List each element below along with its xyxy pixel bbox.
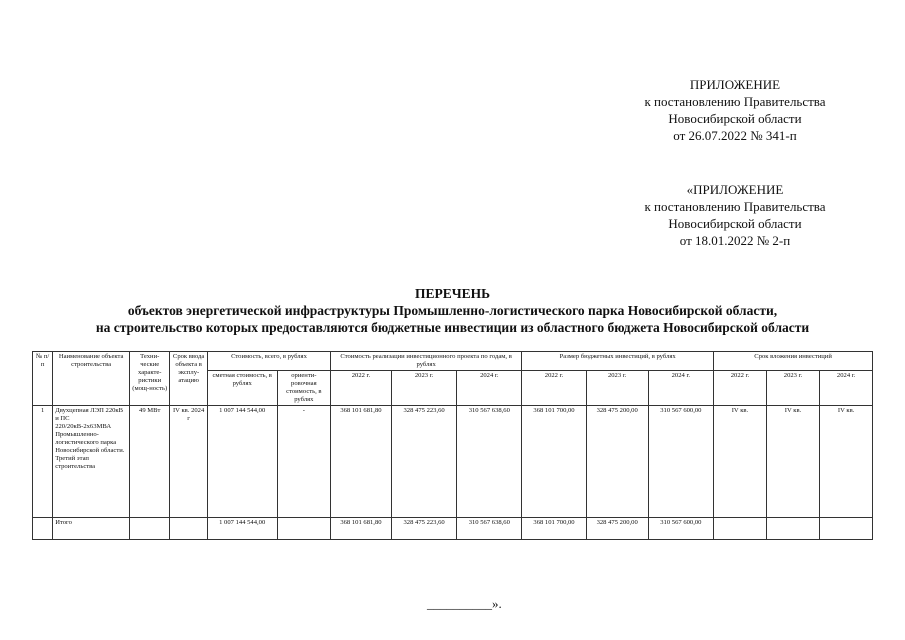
row-tech: 49 МВт — [130, 406, 170, 518]
approval-current-line3: Новосибирской области — [668, 111, 802, 126]
total-term-cell — [170, 518, 207, 540]
header-year: 2023 г. — [766, 371, 820, 406]
document-title — [0, 285, 905, 336]
header-term: Срок ввода объекта в эксплу-атацию — [170, 352, 207, 406]
row-budget-2022: 368 101 700,00 — [522, 406, 587, 518]
total-budget-2024: 310 567 600,00 — [648, 518, 714, 540]
investment-table — [32, 351, 873, 540]
table-row — [33, 406, 873, 518]
total-cost-estimate: 1 007 144 544,00 — [207, 518, 277, 540]
title-line1: ПЕРЕЧЕНЬ — [414, 286, 491, 301]
header-realization: Стоимость реализации инвестиционного проекта по годам, в рублях — [331, 352, 522, 371]
header-year: 2023 г. — [391, 371, 457, 406]
total-realization-2024: 310 567 638,60 — [457, 518, 522, 540]
approval-original-block — [600, 181, 870, 249]
header-cost-estimate: сметная стоимость, в рублях — [207, 371, 277, 406]
approval-original-line4: от 18.01.2022 № 2-п — [679, 233, 791, 248]
row-budget-2023: 328 475 200,00 — [586, 406, 648, 518]
row-num: 1 — [33, 406, 53, 518]
total-label: Итого — [53, 518, 130, 540]
approval-original-line3: Новосибирской области — [668, 216, 802, 231]
approval-current-line4: от 26.07.2022 № 341-п — [673, 128, 797, 143]
total-cost-approx-cell — [277, 518, 331, 540]
header-year: 2024 г. — [648, 371, 714, 406]
row-realization-2022: 368 101 681,80 — [331, 406, 392, 518]
row-period-2023: IV кв. — [766, 406, 820, 518]
total-realization-2023: 328 475 223,60 — [391, 518, 457, 540]
header-cost: Стоимость, всего, в рублях — [207, 352, 330, 371]
row-cost-approx: - — [277, 406, 331, 518]
row-name: Двухцепная ЛЭП 220кВ и ПС 220/20кВ-2х63МВА Промышленно-логистического парка Новосибирской области. Третий этап строительства — [53, 406, 130, 518]
total-realization-2022: 368 101 681,80 — [331, 518, 392, 540]
row-realization-2023: 328 475 223,60 — [391, 406, 457, 518]
total-tech-cell — [130, 518, 170, 540]
header-year: 2022 г. — [331, 371, 392, 406]
row-period-2022: IV кв. — [714, 406, 767, 518]
row-cost-estimate: 1 007 144 544,00 — [207, 406, 277, 518]
total-period-2022-cell — [714, 518, 767, 540]
approval-current-line1: ПРИЛОЖЕНИЕ — [689, 77, 781, 92]
approval-original-line1: «ПРИЛОЖЕНИЕ — [686, 182, 784, 197]
table-header-row-1 — [33, 352, 873, 371]
row-period-2024: IV кв. — [820, 406, 873, 518]
row-term: IV кв. 2024 г — [170, 406, 207, 518]
total-budget-2022: 368 101 700,00 — [522, 518, 587, 540]
approval-original-line2: к постановлению Правительства — [644, 199, 826, 214]
approval-current-block — [600, 76, 870, 144]
title-line3: на строительство которых предоставляются бюджетные инвестиции из областного бюджета Новосибирской области — [95, 320, 810, 335]
total-num-cell — [33, 518, 53, 540]
closing-mark: __________». — [427, 596, 502, 611]
header-year: 2023 г. — [586, 371, 648, 406]
total-period-2024-cell — [820, 518, 873, 540]
total-period-2023-cell — [766, 518, 820, 540]
table-total-row — [33, 518, 873, 540]
row-budget-2024: 310 567 600,00 — [648, 406, 714, 518]
header-year: 2022 г. — [522, 371, 587, 406]
approval-current-line2: к постановлению Правительства — [644, 94, 826, 109]
header-year: 2022 г. — [714, 371, 767, 406]
header-tech: Техни-ческие характе-ристики (мощ-ность) — [130, 352, 170, 406]
header-cost-approx: ориенти-ровочная стоимость, в рублях — [277, 371, 331, 406]
header-budget: Размер бюджетных инвестиций, в рублях — [522, 352, 714, 371]
row-realization-2024: 310 567 638,60 — [457, 406, 522, 518]
header-num: № п/п — [33, 352, 53, 406]
header-period: Срок вложения инвестиций — [714, 352, 873, 371]
total-budget-2023: 328 475 200,00 — [586, 518, 648, 540]
header-name: Наименование объекта строительства — [53, 352, 130, 406]
header-year: 2024 г. — [457, 371, 522, 406]
header-year: 2024 г. — [820, 371, 873, 406]
title-line2: объектов энергетической инфраструктуры Промышленно-логистического парка Новосибирской области, — [127, 303, 778, 318]
